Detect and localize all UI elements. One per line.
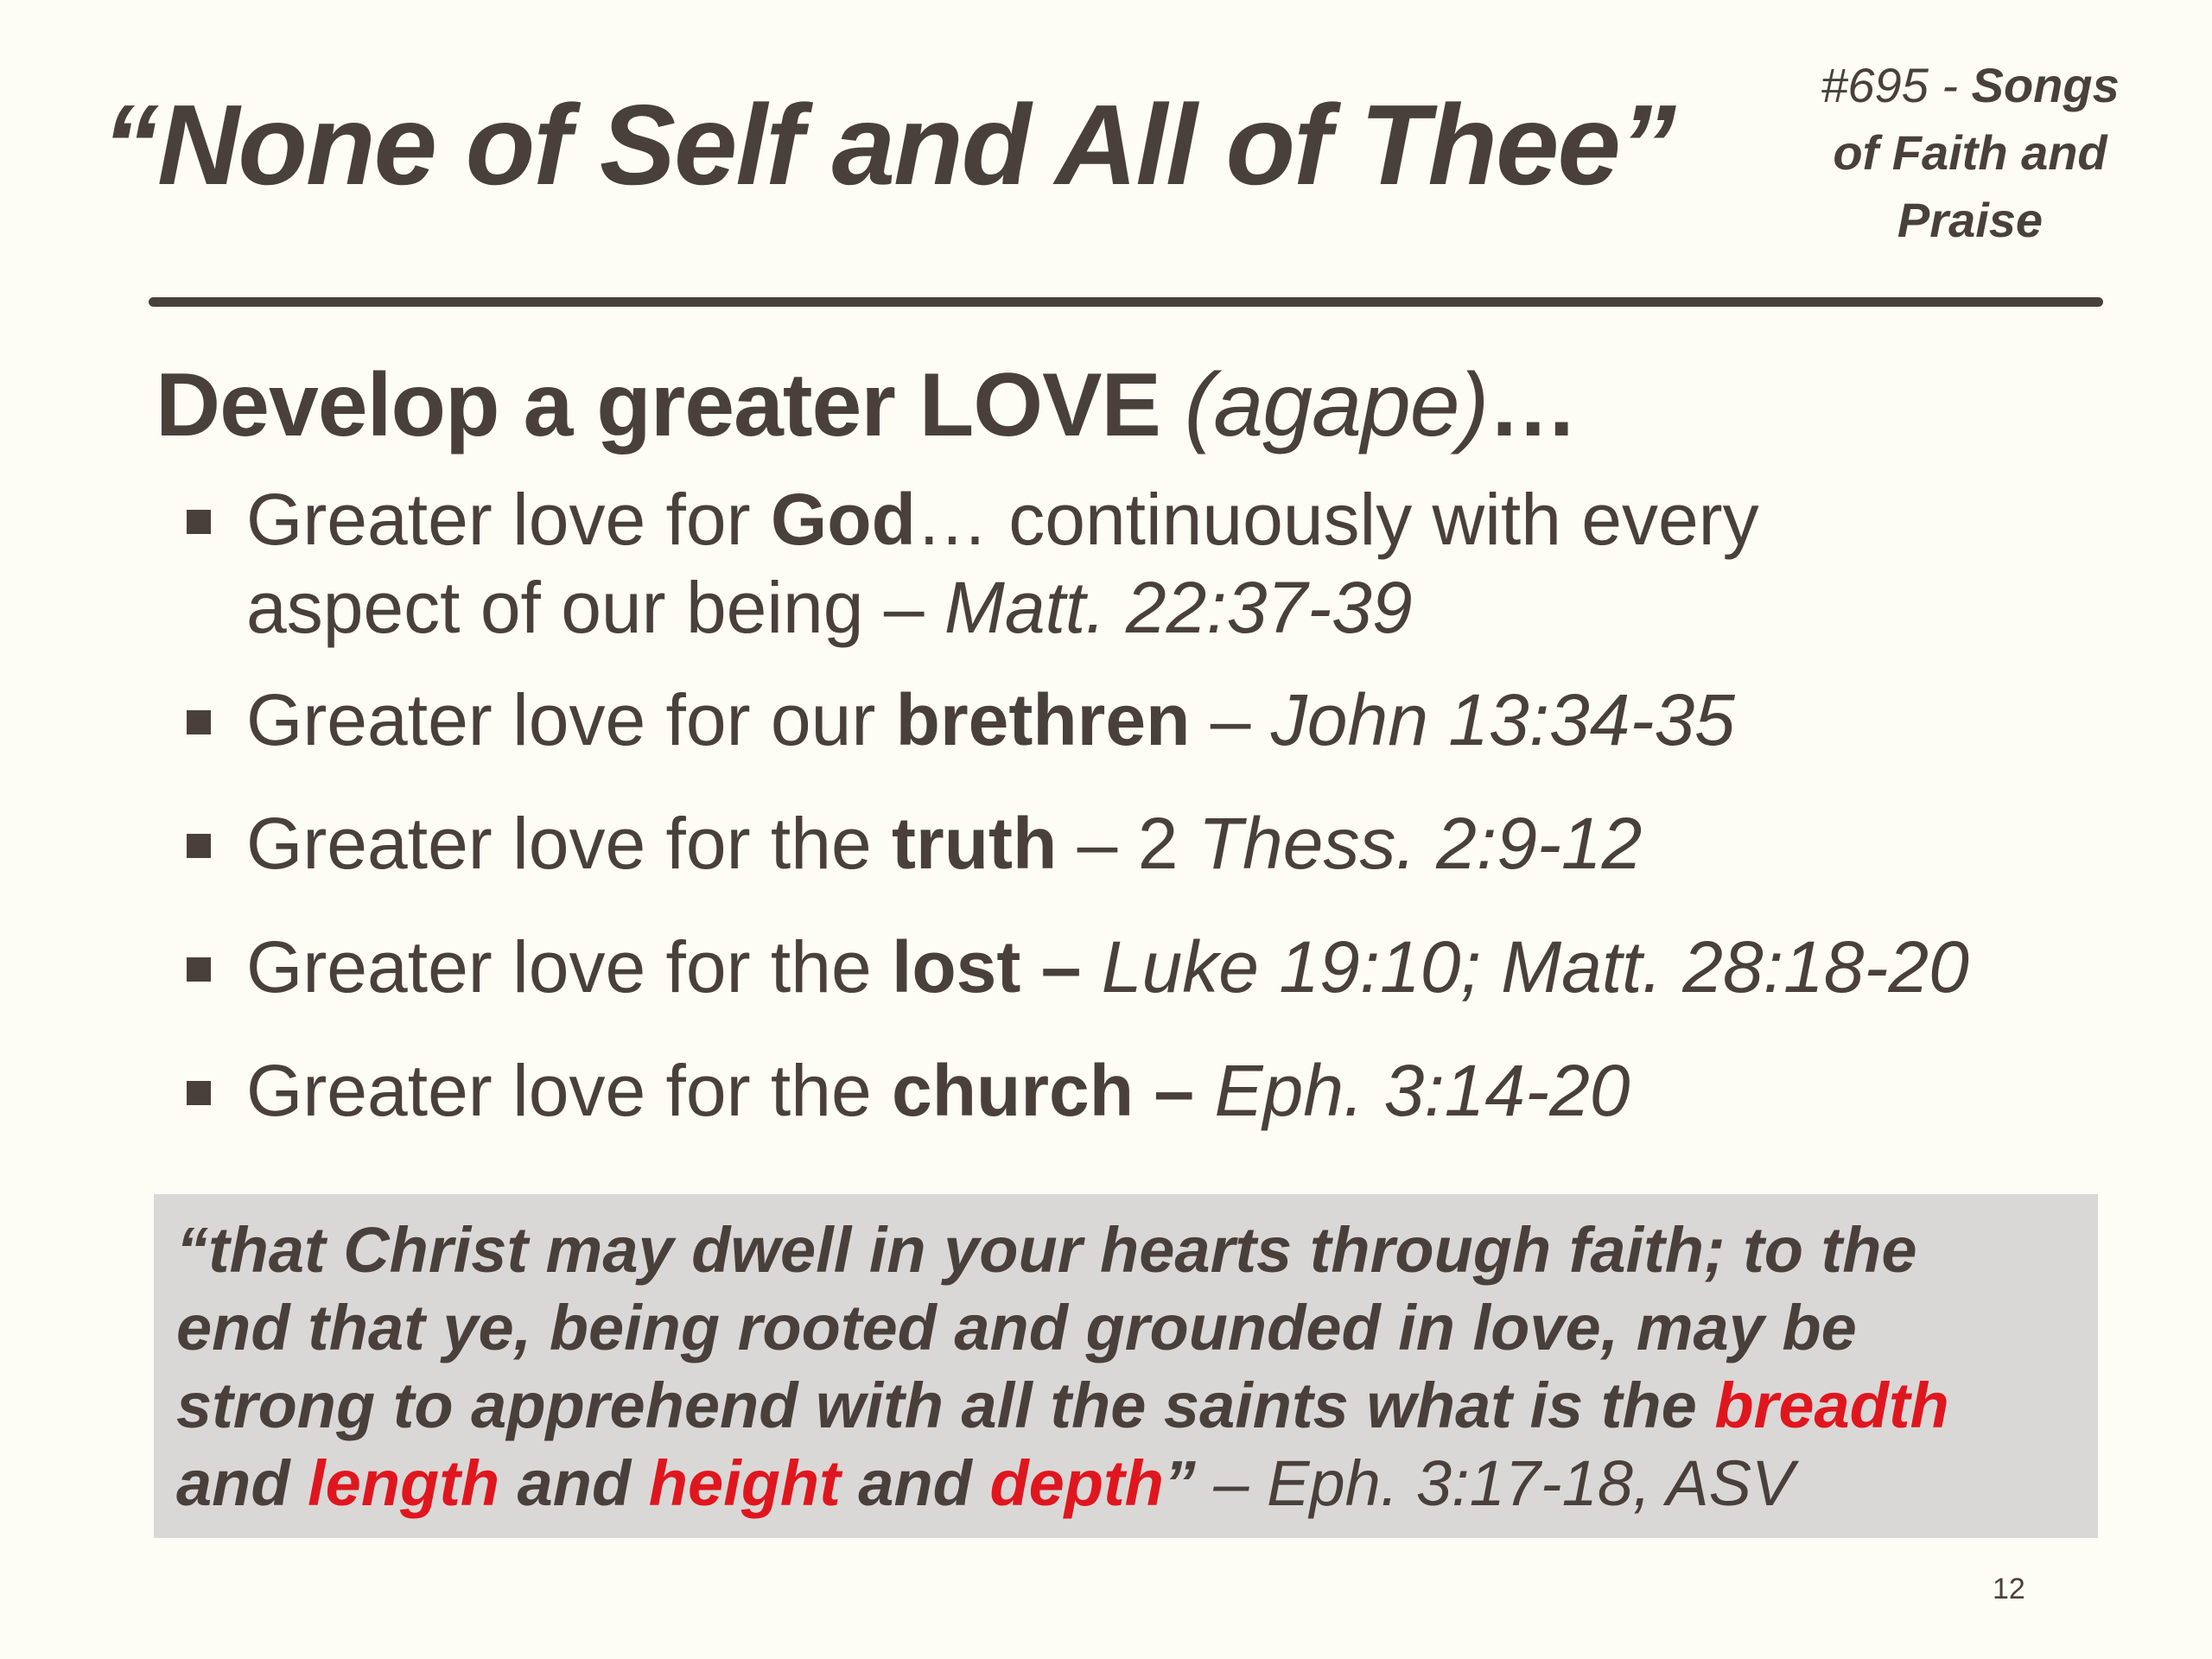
bullet-keyword: God xyxy=(770,479,916,560)
bullet-marker xyxy=(187,1081,211,1105)
quote-highlight: length xyxy=(308,1447,500,1519)
heading-bold: Develop a greater LOVE xyxy=(156,355,1185,455)
page-number: 12 xyxy=(1993,1573,2025,1605)
bullet-text: aspect of our being – xyxy=(246,567,944,648)
quote-text: and xyxy=(840,1447,990,1519)
hymn-reference xyxy=(1797,52,2143,254)
heading-italic: (agape) xyxy=(1184,355,1489,455)
bullet-marker xyxy=(187,957,211,982)
bullet-text xyxy=(1194,1050,1214,1131)
quote-highlight: depth xyxy=(989,1447,1164,1519)
bullet-keyword: lost – xyxy=(892,926,1082,1007)
heading-tail: … xyxy=(1488,355,1578,455)
bullet-text: Greater love for our xyxy=(246,679,896,760)
quote-text: end that ye, being rooted and grounded in love, may be xyxy=(176,1292,1857,1363)
bullet-marker xyxy=(187,834,211,858)
bullet-list xyxy=(181,475,2126,1170)
bullet-text: … continuously with every xyxy=(915,479,1759,560)
bullet-keyword: church – xyxy=(892,1050,1195,1131)
title-divider xyxy=(149,297,2103,307)
quote-text: ” xyxy=(1163,1447,1196,1519)
bullet-keyword: brethren xyxy=(895,679,1191,760)
bullet-marker xyxy=(187,710,211,734)
bullet-text: Greater love for the xyxy=(246,1050,893,1131)
quote-text: and xyxy=(499,1447,649,1519)
bullet-item xyxy=(181,1046,2126,1170)
quote-reference: – Eph. 3:17-18, ASV xyxy=(1195,1447,1795,1519)
scripture-reference: Eph. 3:14-20 xyxy=(1214,1050,1630,1131)
bullet-text: Greater love for the xyxy=(246,926,893,1007)
bullet-keyword: truth xyxy=(892,803,1058,884)
section-heading xyxy=(156,354,1577,457)
quote-highlight: breadth xyxy=(1714,1370,1949,1441)
quote-text: strong to apprehend with all the saints what is the xyxy=(176,1370,1715,1441)
bullet-text: Greater love for the xyxy=(246,803,893,884)
bullet-text: – xyxy=(1190,679,1271,760)
scripture-quote-box xyxy=(154,1194,2098,1538)
hymn-source-line2: of Faith and xyxy=(1833,125,2107,180)
quote-highlight: height xyxy=(648,1447,841,1519)
bullet-text xyxy=(1081,926,1101,1007)
quote-text: “that Christ may dwell in your hearts through faith; to the xyxy=(176,1214,1917,1286)
bullet-item xyxy=(181,475,2126,676)
bullet-item xyxy=(181,799,2126,923)
slide-title: “None of Self and All of Thee” xyxy=(102,81,1675,208)
scripture-reference: Matt. 22:37-39 xyxy=(944,567,1413,648)
scripture-reference: John 13:34-35 xyxy=(1270,679,1735,760)
bullet-text: – 2 xyxy=(1057,803,1198,884)
hymn-source-line1: Songs xyxy=(1971,58,2120,112)
bullet-marker xyxy=(187,510,211,534)
hymn-source-line3: Praise xyxy=(1897,193,2044,247)
scripture-reference: Luke 19:10; Matt. 28:18-20 xyxy=(1101,926,1969,1007)
bullet-text: Greater love for xyxy=(246,479,771,560)
hymn-number: #695 - xyxy=(1821,58,1972,112)
bullet-item xyxy=(181,923,2126,1046)
scripture-reference: Thess. 2:9-12 xyxy=(1198,803,1643,884)
bullet-item xyxy=(181,676,2126,799)
quote-text: and xyxy=(176,1447,308,1519)
